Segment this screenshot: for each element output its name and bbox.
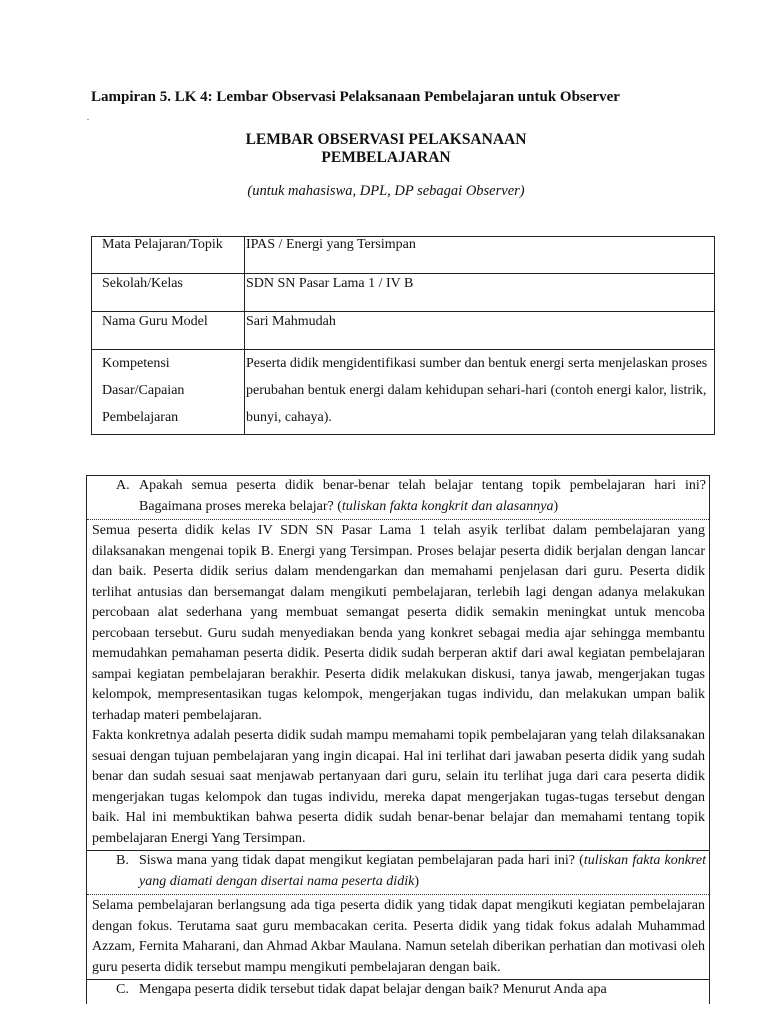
question-hint: tuliskan fakta konkret yang diamati dengan disertai nama peserta didik: [139, 853, 706, 889]
answer-a: [87, 519, 709, 850]
document-subtitle: (untuk mahasiswa, DPL, DP sebagai Observer): [247, 183, 525, 199]
title-line-1: LEMBAR OBSERVASI PELAKSANAAN: [245, 131, 527, 148]
question-text: Mengapa peserta didik tersebut tidak dapat belajar dengan baik? Menurut Anda apa: [139, 982, 607, 997]
info-row-subject: [92, 237, 715, 274]
question-letter: B.: [116, 853, 129, 868]
info-row-competency: [92, 350, 715, 435]
info-value: Sari Mahmudah: [245, 312, 715, 350]
info-value: IPAS / Energi yang Tersimpan: [245, 237, 715, 274]
answer-paragraph: Fakta konkretnya adalah peserta didik sudah mampu memahami topik pembelajaran yang telah dilaksanakan sesuai dengan tujuan pembelajaran yang ingin dicapai. Hal ini terlihat dari jawaban peserta didik yang sudah benar dan sudah sesuai saat menjawab pertanyaan dari guru, selain itu terlihat juga dari cara peserta didik mengerjakan tugas kelompok dan tugas individu, mereka dapat mengerjakan tugas-tugas tersebut dengan baik. Hal ini membuktikan bahwa peserta didik sudah benar-benar belajar dan memahami tentang topik pembelajaran Energi Yang Tersimpan.: [92, 728, 705, 846]
question-text: Siswa mana yang tidak dapat mengikut kegiatan pembelajaran pada hari ini? (: [139, 853, 584, 868]
info-label: Sekolah/Kelas: [92, 274, 245, 312]
answer-paragraph: Selama pembelajaran berlangsung ada tiga peserta didik yang tidak dapat mengikuti kegiatan pembelajaran dengan fokus. Terutama saat guru membacakan cerita. Peserta didik yang tidak fokus adalah Muhammad Azzam, Fernita Maharani, dan Ahmad Akbar Maulana. Namun setelah diberikan perhatian dan motivasi oleh guru peserta didik tersebut mampu mengikuti pembelajaran dengan baik.: [92, 898, 705, 975]
question-c: [87, 979, 709, 1004]
answer-paragraph: Semua peserta didik kelas IV SDN SN Pasar Lama 1 telah asyik terlibat dalam pembelajaran yang dilaksanakan mengenai topik B. Energi yang Tersimpan. Proses belajar peserta didik berjalan dengan lancar dan baik. Peserta didik serius dalam mendengarkan dan memahami penjelasan dari guru. Peserta didik terlihat antusias dan bersemangat dalam mengikuti pembelajaran, terlebih lagi dengan adanya melakukan percobaan alat sederhana yang membuat semangat peserta didik semakin meningkat untuk mencoba percobaan tersebut. Guru sudah menyediakan benda yang konkret sebagai media ajar sehingga membantu memudahkan pemahaman peserta didik. Peserta didik sudah berperan aktif dari awal kegiatan pembelajaran sampai kegiatan pembelajaran berakhir. Peserta didik melakukan diskusi, tanya jawab, mengerjakan tugas kelompok, mempresentasikan tugas kelompok, mengerjakan tugas individu, dan melakukan umpan balik terhadap materi pembelajaran.: [92, 523, 705, 723]
lesson-info-table: [91, 236, 715, 435]
stray-dot: .: [87, 113, 89, 122]
info-row-teacher: [92, 312, 715, 350]
question-close: ): [414, 873, 419, 889]
kd-label-line: Dasar/Capaian: [102, 383, 185, 398]
document-title: [0, 131, 768, 167]
info-label: Mata Pelajaran/Topik: [92, 237, 245, 274]
question-text: Apakah semua peserta didik benar-benar telah belajar tentang topik pembelajaran hari ini? Bagaimana proses mereka belajar? (: [139, 478, 706, 514]
kd-label-line: Pembelajaran: [102, 410, 179, 425]
appendix-heading: Lampiran 5. LK 4: Lembar Observasi Pelaksanaan Pembelajaran untuk Observer: [91, 89, 620, 105]
info-row-school: [92, 274, 715, 312]
info-label: [92, 350, 245, 435]
title-line-2: PEMBELAJARAN: [321, 149, 451, 166]
kd-label-line: Kompetensi: [102, 356, 170, 371]
answer-b: [87, 894, 709, 979]
info-label: Nama Guru Model: [92, 312, 245, 350]
question-letter: A.: [116, 478, 130, 493]
info-value: Peserta didik mengidentifikasi sumber dan bentuk energi serta menjelaskan proses perubahan bentuk energi dalam kehidupan sehari-hari (contoh energi kalor, listrik, bunyi, cahaya).: [245, 350, 715, 435]
question-letter: C.: [116, 982, 129, 997]
question-hint: tuliskan fakta kongkrit dan alasannya: [341, 498, 554, 514]
question-a: [87, 476, 709, 519]
question-b: [87, 850, 709, 894]
question-close: ): [553, 498, 559, 514]
info-value: SDN SN Pasar Lama 1 / IV B: [245, 274, 715, 312]
observation-questions-table: [86, 475, 710, 1004]
